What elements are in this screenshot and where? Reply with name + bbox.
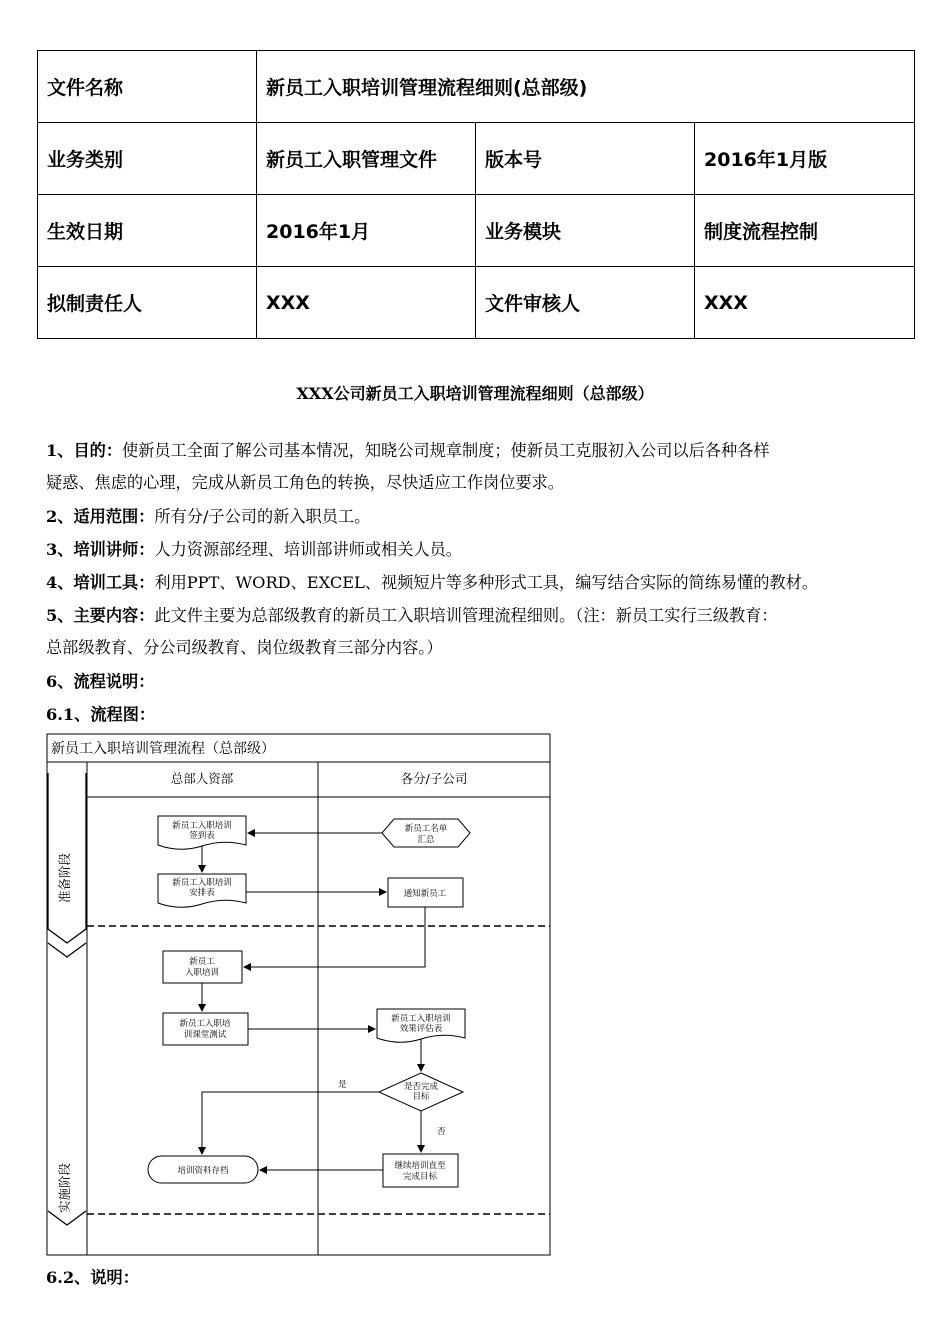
section-trainer-text: 人力资源部经理、培训部讲师或相关人员。: [154, 540, 462, 559]
section-process-heading: 6、流程说明：: [46, 672, 155, 691]
node-notify-text: 通知新员工: [403, 889, 447, 899]
info-row-author: [38, 267, 915, 339]
phase-prep-label: 准备阶段: [57, 852, 72, 903]
node-continue-text2: 完成目标: [402, 1172, 438, 1182]
value-version: 2016年1月版: [695, 123, 915, 195]
section-purpose: [46, 435, 916, 467]
lane-branch-header: 各分/子公司: [400, 771, 468, 786]
node-schedule-text2: 安排表: [189, 888, 215, 898]
label-effective-date: 生效日期: [38, 195, 257, 267]
value-reviewer: XXX: [695, 267, 915, 339]
section-content-heading: 5、主要内容：: [46, 606, 155, 625]
label-file-name: 文件名称: [38, 51, 257, 123]
section-purpose-text-1: 使新员工全面了解公司基本情况，知晓公司规章制度；使新员工克服初入公司以后各种各样: [122, 441, 770, 460]
document-info-table: [37, 50, 915, 339]
info-row-file-name: [38, 51, 915, 123]
node-archive-text: 培训资料存档: [177, 1166, 229, 1176]
node-class-test: [163, 1013, 248, 1045]
node-decision-text1: 是否完成: [403, 1082, 439, 1092]
node-signin-text1: 新员工入职培训: [172, 821, 232, 831]
section-flowchart: [46, 699, 916, 731]
flowchart-title: 新员工入职培训管理流程（总部级）: [51, 741, 275, 757]
section-trainer: [46, 534, 916, 566]
node-training-text1: 新员工: [189, 957, 215, 967]
value-effective-date: 2016年1月: [257, 195, 476, 267]
info-row-business-category: [38, 123, 915, 195]
label-reviewer: 文件审核人: [476, 267, 695, 339]
node-training-text2: 入职培训: [184, 968, 220, 978]
lane-hq-hr-header: 总部人资部: [170, 771, 234, 786]
section-purpose-line2: 疑惑、焦虑的心理，完成从新员工角色的转换，尽快适应工作岗位要求。: [46, 473, 564, 492]
node-continue-text1: 继续培训直至: [394, 1161, 446, 1171]
value-file-name: 新员工入职培训管理流程细则(总部级): [257, 51, 915, 123]
section-flowchart-heading: 6.1、流程图：: [46, 705, 156, 724]
node-evaluation-text2: 效果评估表: [399, 1024, 443, 1034]
section-scope: [46, 501, 916, 533]
flowchart: [46, 733, 552, 1258]
section-process: [46, 666, 916, 698]
section-tools: [46, 567, 916, 599]
document-title: XXX公司新员工入职培训管理流程细则（总部级）: [296, 384, 654, 403]
value-business-category: 新员工入职管理文件: [257, 123, 476, 195]
label-author: 拟制责任人: [38, 267, 257, 339]
node-training: [163, 951, 242, 983]
section-purpose-heading: 1、目的：: [46, 441, 123, 460]
section-trainer-heading: 3、培训讲师：: [46, 540, 155, 559]
node-namelist-text1: 新员工名单: [404, 824, 448, 834]
node-namelist-text2: 汇总: [417, 835, 435, 845]
section-content-line2: 总部级教育、分公司级教育、岗位级教育三部分内容。）: [46, 638, 443, 657]
section-tools-text: 利用PPT、WORD、EXCEL、视频短片等多种形式工具，编写结合实际的简练易懂的教材。: [154, 573, 819, 592]
node-evaluation-text1: 新员工入职培训: [391, 1014, 451, 1024]
node-decision-text2: 目标: [412, 1092, 430, 1102]
section-explanation: [46, 1262, 916, 1294]
node-test-text2: 训课堂测试: [183, 1030, 227, 1040]
label-business-category: 业务类别: [38, 123, 257, 195]
label-yes: 是: [338, 1080, 347, 1090]
label-business-module: 业务模块: [476, 195, 695, 267]
section-scope-heading: 2、适用范围：: [46, 507, 155, 526]
node-schedule-text1: 新员工入职培训: [172, 878, 232, 888]
info-row-effective-date: [38, 195, 915, 267]
phase-impl-label: 实施阶段: [57, 1162, 72, 1213]
section-content-text-1: 此文件主要为总部级教育的新员工入职培训管理流程细则。（注：新员工实行三级教育：: [154, 606, 778, 625]
value-author: XXX: [257, 267, 476, 339]
value-business-module: 制度流程控制: [695, 195, 915, 267]
node-signin-text2: 签到表: [189, 831, 215, 841]
flowchart-frame: [47, 734, 550, 1255]
node-test-text1: 新员工入职培: [179, 1019, 231, 1029]
label-version: 版本号: [476, 123, 695, 195]
label-no: 否: [437, 1127, 446, 1137]
section-content: [46, 600, 916, 632]
section-scope-text: 所有分/子公司的新入职员工。: [154, 507, 371, 526]
section-tools-heading: 4、培训工具：: [46, 573, 155, 592]
section-explanation-heading: 6.2、说明：: [46, 1268, 139, 1287]
